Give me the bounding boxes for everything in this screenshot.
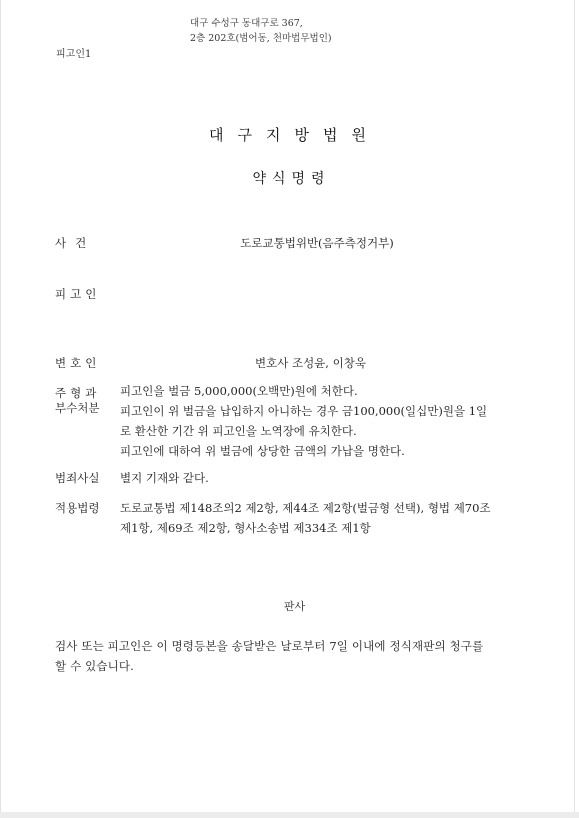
applicable-law-label: 적용법령	[55, 501, 100, 515]
page-bottom-edge	[0, 812, 579, 818]
counsel-value: 변호사 조성윤, 이창욱	[255, 356, 366, 370]
court-name: 대구지방법원	[209, 126, 380, 144]
address-block	[190, 16, 332, 46]
page-left-border	[0, 0, 1, 818]
notice-line: 검사 또는 피고인은 이 명령등본을 송달받은 날로부터 7일 이내에 정식재판의 청구를	[55, 639, 484, 653]
judge-heading: 판사	[283, 600, 306, 613]
document-title: 약식명령	[252, 171, 331, 187]
counsel-label: 변호인	[55, 356, 101, 370]
applicable-law-line: 제1항, 제69조 제2항, 형사소송법 제334조 제1항	[120, 521, 371, 535]
address-line-1: 대구 수성구 동대구로 367,	[190, 18, 303, 29]
sentence-line: 피고인이 위 벌금을 납입하지 아니하는 경우 금100,000(일십만)원을 1일	[120, 404, 488, 418]
page-right-border	[574, 0, 575, 818]
crime-facts-value: 별지 기재와 같다.	[120, 471, 209, 485]
notice-line: 할 수 있습니다.	[55, 659, 134, 673]
address-line-2: 2층 202호(범어동, 천마법무법인)	[190, 33, 332, 44]
crime-facts-label: 범죄사실	[55, 471, 100, 485]
sentence-line: 피고인에 대하여 위 벌금에 상당한 금액의 가납을 명한다.	[120, 444, 405, 458]
applicable-law-text	[120, 498, 491, 538]
notice-text	[55, 636, 525, 676]
applicable-law-line: 도로교통법 제148조의2 제2항, 제44조 제2항(벌금형 선택), 형법 제70조	[120, 501, 491, 515]
case-label: 사건	[55, 236, 96, 250]
defendant-label: 피고인	[55, 287, 101, 301]
sentence-label-line-2: 부수처분	[55, 401, 100, 415]
sentence-text	[120, 381, 487, 461]
defendant-id: 피고인1	[56, 49, 92, 60]
sentence-line: 피고인을 벌금 5,000,000(오백만)원에 처한다.	[120, 384, 358, 398]
sentence-label-line-1: 주형과	[55, 386, 101, 400]
case-value: 도로교통법위반(음주측정거부)	[240, 236, 394, 250]
sentence-line: 로 환산한 기간 위 피고인을 노역장에 유치한다.	[120, 424, 357, 438]
